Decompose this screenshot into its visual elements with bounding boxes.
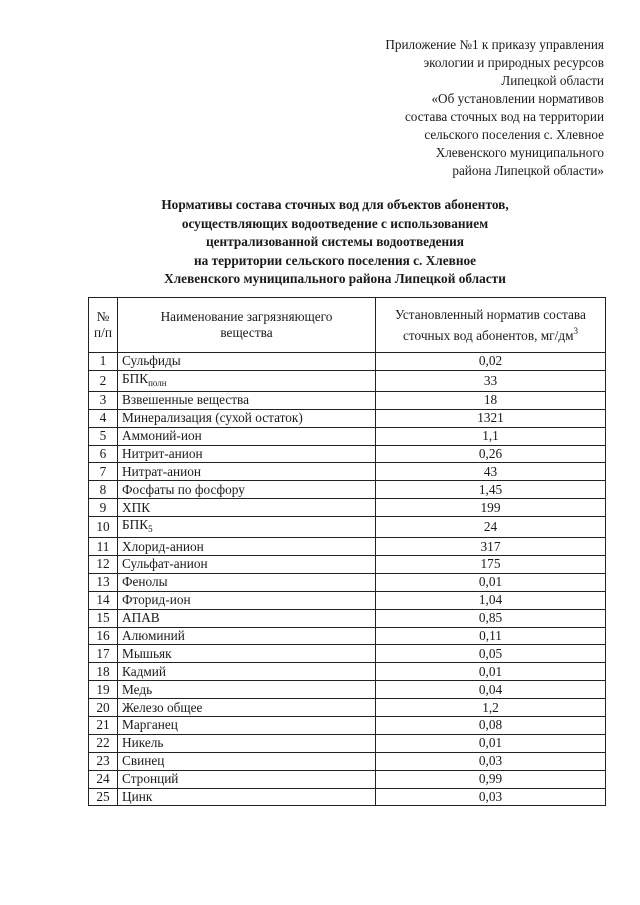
substance-name: Никель bbox=[122, 735, 164, 751]
substance-name: Медь bbox=[122, 681, 153, 697]
substance-name: БПК bbox=[122, 517, 149, 533]
row-substance bbox=[118, 481, 376, 499]
row-substance bbox=[118, 591, 376, 609]
table-header-row bbox=[89, 298, 606, 353]
row-number: 15 bbox=[89, 609, 118, 627]
substance-name: БПК bbox=[122, 370, 149, 386]
row-number: 4 bbox=[89, 409, 118, 427]
substance-subscript: полн bbox=[148, 377, 167, 388]
row-number: 3 bbox=[89, 391, 118, 409]
row-substance bbox=[118, 463, 376, 481]
substance-name: Сульфиды bbox=[122, 353, 181, 369]
substance-name: Сульфат-анион bbox=[122, 556, 208, 572]
row-number: 6 bbox=[89, 445, 118, 463]
substance-subscript: 5 bbox=[148, 524, 153, 535]
table-row bbox=[89, 681, 606, 699]
title-line: Нормативы состава сточных вод для объектов абонентов, bbox=[161, 197, 509, 212]
substance-name: Цинк bbox=[122, 789, 153, 805]
row-standard-value: 0,05 bbox=[376, 645, 606, 663]
appendix-line: района Липецкой области» bbox=[452, 163, 604, 178]
row-number: 21 bbox=[89, 717, 118, 735]
header-substance-line2: вещества bbox=[220, 325, 273, 340]
table-row bbox=[89, 370, 606, 391]
appendix-line: Липецкой области bbox=[501, 73, 604, 88]
row-standard-value: 1,45 bbox=[376, 481, 606, 499]
appendix-line: Хлевенского муниципального bbox=[435, 145, 604, 160]
row-substance bbox=[118, 645, 376, 663]
substance-name: Фторид-ион bbox=[122, 592, 191, 608]
substance-name: Нитрат-анион bbox=[122, 463, 202, 479]
title-line: осуществляющих водоотведение с использованием bbox=[181, 215, 489, 231]
substance-name: Свинец bbox=[122, 753, 165, 769]
row-standard-value: 0,01 bbox=[376, 734, 606, 752]
table-row bbox=[89, 591, 606, 609]
table-row bbox=[89, 556, 606, 574]
row-substance bbox=[118, 681, 376, 699]
header-substance bbox=[118, 298, 376, 353]
row-number: 8 bbox=[89, 481, 118, 499]
row-substance bbox=[118, 788, 376, 806]
row-substance bbox=[118, 573, 376, 591]
table-row bbox=[89, 717, 606, 735]
substance-name: Фенолы bbox=[122, 574, 168, 590]
substance-name: Кадмий bbox=[122, 663, 167, 679]
substance-name: Взвешенные вещества bbox=[122, 392, 250, 408]
substance-name: Алюминий bbox=[122, 628, 185, 644]
row-substance bbox=[118, 353, 376, 371]
row-number: 2 bbox=[89, 370, 118, 391]
substance-name: Марганец bbox=[122, 717, 178, 733]
row-standard-value: 43 bbox=[376, 463, 606, 481]
row-substance bbox=[118, 499, 376, 517]
row-substance bbox=[118, 699, 376, 717]
row-standard-value: 0,03 bbox=[376, 752, 606, 770]
document-title bbox=[90, 196, 580, 289]
row-standard-value: 0,02 bbox=[376, 353, 606, 371]
row-substance bbox=[118, 770, 376, 788]
row-substance bbox=[118, 370, 376, 391]
header-number bbox=[89, 298, 118, 353]
appendix-line: состава сточных вод на территории bbox=[404, 109, 604, 124]
header-standard bbox=[376, 298, 606, 353]
row-substance bbox=[118, 663, 376, 681]
row-number: 11 bbox=[89, 538, 118, 556]
row-number: 18 bbox=[89, 663, 118, 681]
table-row bbox=[89, 538, 606, 556]
appendix-line: экологии и природных ресурсов bbox=[423, 55, 604, 70]
row-standard-value: 18 bbox=[376, 391, 606, 409]
title-line: на территории сельского поселения с. Хлевное bbox=[193, 252, 477, 268]
substance-name: Фосфаты по фосфору bbox=[122, 481, 245, 497]
row-standard-value: 0,85 bbox=[376, 609, 606, 627]
table-row bbox=[89, 499, 606, 517]
row-standard-value: 33 bbox=[376, 370, 606, 391]
row-standard-value: 199 bbox=[376, 499, 606, 517]
appendix-note bbox=[330, 36, 604, 180]
table-row bbox=[89, 517, 606, 538]
table-row bbox=[89, 427, 606, 445]
row-standard-value: 0,11 bbox=[376, 627, 606, 645]
row-substance bbox=[118, 752, 376, 770]
row-number: 19 bbox=[89, 681, 118, 699]
row-substance bbox=[118, 391, 376, 409]
table-row bbox=[89, 645, 606, 663]
table-row bbox=[89, 734, 606, 752]
table-row bbox=[89, 353, 606, 371]
row-substance bbox=[118, 609, 376, 627]
substance-name: Железо общее bbox=[122, 699, 203, 715]
table-row bbox=[89, 463, 606, 481]
table-row bbox=[89, 573, 606, 591]
appendix-line: «Об установлении нормативов bbox=[431, 91, 604, 106]
row-number: 22 bbox=[89, 734, 118, 752]
table-row bbox=[89, 609, 606, 627]
row-substance bbox=[118, 445, 376, 463]
substance-name: ХПК bbox=[122, 499, 151, 515]
row-standard-value: 24 bbox=[376, 517, 606, 538]
table-row bbox=[89, 445, 606, 463]
row-substance bbox=[118, 627, 376, 645]
row-number: 16 bbox=[89, 627, 118, 645]
row-number: 12 bbox=[89, 556, 118, 574]
row-number: 9 bbox=[89, 499, 118, 517]
row-standard-value: 317 bbox=[376, 538, 606, 556]
row-number: 13 bbox=[89, 573, 118, 591]
row-standard-value: 1321 bbox=[376, 409, 606, 427]
row-substance bbox=[118, 409, 376, 427]
substance-name: Мышьяк bbox=[122, 645, 172, 661]
substance-name: Нитрит-анион bbox=[122, 446, 203, 461]
table-body bbox=[89, 353, 606, 806]
row-standard-value: 175 bbox=[376, 556, 606, 574]
row-standard-value: 0,03 bbox=[376, 788, 606, 806]
table-row bbox=[89, 481, 606, 499]
header-substance-line1: Наименование загрязняющего bbox=[160, 309, 333, 324]
row-substance bbox=[118, 717, 376, 735]
table-row bbox=[89, 770, 606, 788]
row-substance bbox=[118, 517, 376, 538]
header-standard-superscript: 3 bbox=[573, 325, 578, 336]
row-standard-value: 1,2 bbox=[376, 699, 606, 717]
row-standard-value: 0,01 bbox=[376, 663, 606, 681]
title-line: централизованной системы водоотведения bbox=[205, 234, 465, 249]
row-substance bbox=[118, 734, 376, 752]
row-number: 25 bbox=[89, 788, 118, 806]
table-row bbox=[89, 788, 606, 806]
row-standard-value: 0,99 bbox=[376, 770, 606, 788]
appendix-line: сельского поселения с. Хлевное bbox=[424, 127, 604, 142]
table-row bbox=[89, 391, 606, 409]
header-number-line1: № bbox=[96, 309, 110, 324]
row-number: 20 bbox=[89, 699, 118, 717]
row-standard-value: 0,01 bbox=[376, 573, 606, 591]
row-standard-value: 0,26 bbox=[376, 445, 606, 463]
row-substance bbox=[118, 427, 376, 445]
row-standard-value: 1,04 bbox=[376, 591, 606, 609]
substance-name: Аммоний-ион bbox=[122, 428, 202, 444]
appendix-line: Приложение №1 к приказу управления bbox=[385, 37, 604, 52]
row-substance bbox=[118, 556, 376, 574]
header-standard-line2 bbox=[376, 323, 605, 344]
row-substance bbox=[118, 538, 376, 556]
substance-name: АПАВ bbox=[122, 610, 160, 626]
substance-name: Стронций bbox=[122, 771, 179, 787]
row-number: 1 bbox=[89, 353, 118, 371]
row-standard-value: 0,04 bbox=[376, 681, 606, 699]
title-line: Хлевенского муниципального района Липецкой области bbox=[164, 271, 506, 286]
substance-name: Минерализация (сухой остаток) bbox=[122, 410, 303, 426]
row-standard-value: 1,1 bbox=[376, 427, 606, 445]
row-number: 24 bbox=[89, 770, 118, 788]
substance-name: Хлорид-анион bbox=[122, 538, 204, 554]
row-number: 23 bbox=[89, 752, 118, 770]
table-row bbox=[89, 627, 606, 645]
norms-table bbox=[88, 297, 606, 806]
table-row bbox=[89, 699, 606, 717]
row-number: 17 bbox=[89, 645, 118, 663]
row-number: 10 bbox=[89, 517, 118, 538]
table-row bbox=[89, 409, 606, 427]
row-number: 7 bbox=[89, 463, 118, 481]
header-standard-unit: сточных вод абонентов, мг/дм bbox=[403, 327, 574, 343]
row-number: 5 bbox=[89, 427, 118, 445]
table-row bbox=[89, 663, 606, 681]
table-row bbox=[89, 752, 606, 770]
row-standard-value: 0,08 bbox=[376, 717, 606, 735]
header-standard-line1: Установленный норматив состава bbox=[395, 306, 586, 322]
header-number-line2: п/п bbox=[94, 325, 112, 340]
row-number: 14 bbox=[89, 591, 118, 609]
